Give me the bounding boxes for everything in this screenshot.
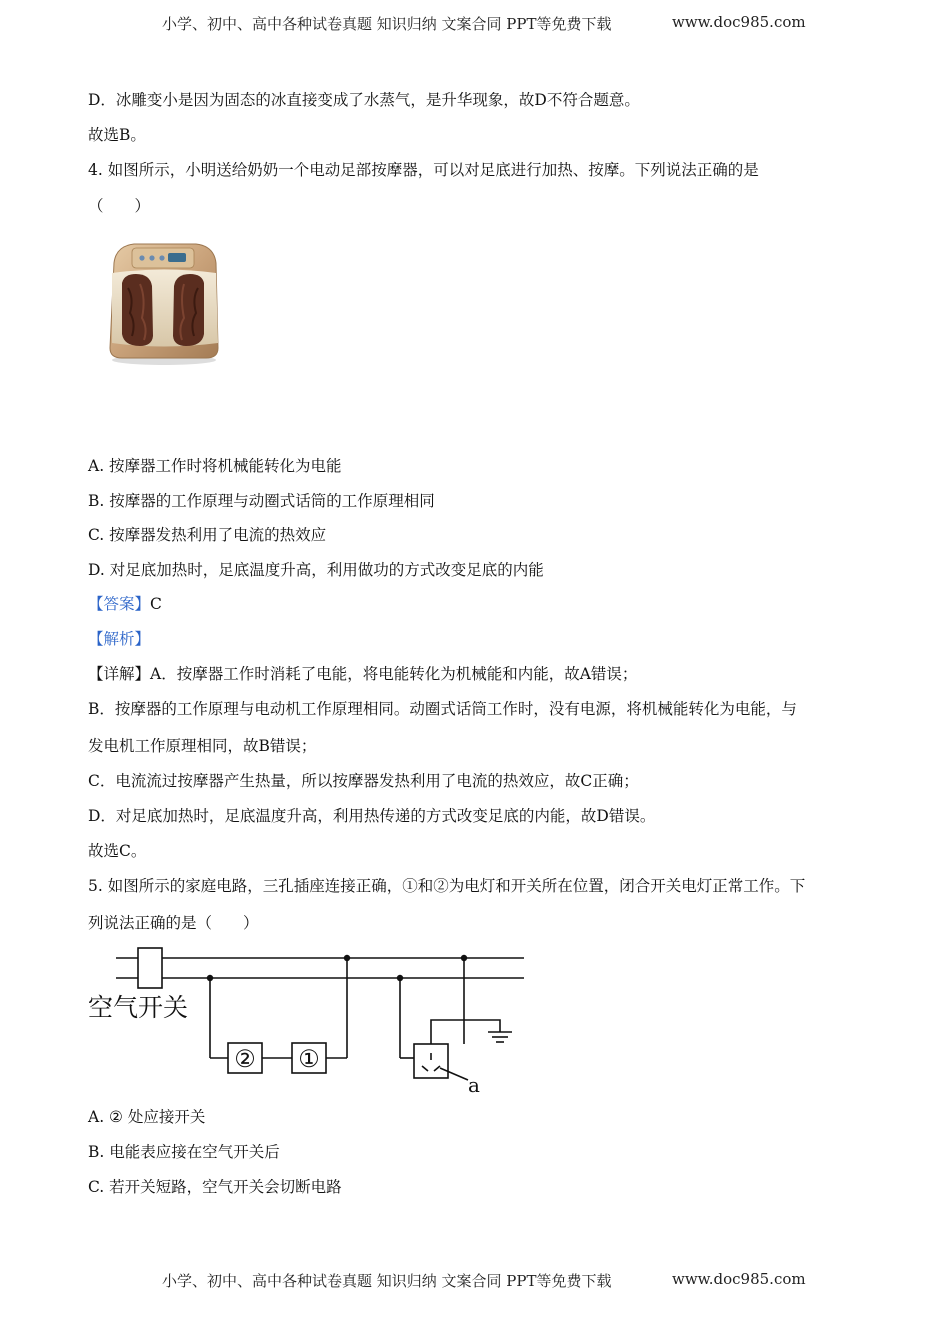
- position-2-label: ②: [234, 1045, 256, 1073]
- q5-option-a: A. ② 处应接开关: [88, 1108, 206, 1126]
- q4-stem: 4. 如图所示，小明送给奶奶一个电动足部按摩器，可以对足底进行加热、按摩。下列说法正确的是: [88, 161, 759, 179]
- header-text: 小学、初中、高中各种试卷真题 知识归纳 文案合同 PPT等免费下载: [162, 15, 612, 33]
- q5-stem-line1: 5. 如图所示的家庭电路，三孔插座连接正确，①和②为电灯和开关所在位置，闭合开关电灯正常工作。下: [88, 877, 806, 895]
- prev-option-d-explanation: D．冰雕变小是因为固态的冰直接变成了水蒸气，是升华现象，故D不符合题意。: [88, 91, 640, 109]
- q4-option-a: A. 按摩器工作时将机械能转化为电能: [88, 457, 342, 475]
- q5-option-c: C. 若开关短路，空气开关会切断电路: [88, 1178, 342, 1196]
- breaker-label: 空气开关: [88, 993, 189, 1022]
- household-circuit-diagram: [80, 940, 540, 1100]
- q5-stem-line2: 列说法正确的是（ ）: [88, 914, 259, 932]
- q4-option-d: D. 对足底加热时，足底温度升高，利用做功的方式改变足底的内能: [88, 561, 544, 579]
- detail-b1: B．按摩器的工作原理与电动机工作原理相同。动圈式话筒工作时，没有电源，将机械能转化为电能，与: [88, 700, 797, 718]
- position-1-label: ①: [298, 1045, 320, 1073]
- foot-massager-image: [104, 238, 224, 370]
- prev-answer: 故选B。: [88, 126, 146, 144]
- footer-text: 小学、初中、高中各种试卷真题 知识归纳 文案合同 PPT等免费下载: [162, 1272, 612, 1290]
- answer-value: C: [150, 595, 162, 613]
- detail-tag: 【详解】: [88, 665, 151, 683]
- detail-c: C．电流流过按摩器产生热量，所以按摩器发热利用了电流的热效应，故C正确；: [88, 772, 639, 790]
- header-url: www.doc985.com: [672, 13, 806, 31]
- detail-a-line: [88, 664, 637, 684]
- q4-paren: （ ）: [88, 197, 151, 215]
- detail-b2: 发电机工作原理相同，故B错误；: [88, 737, 317, 755]
- q4-answer-line: [88, 594, 162, 614]
- answer-tag: 【答案】: [88, 595, 151, 613]
- detail-d: D．对足底加热时，足底温度升高，利用热传递的方式改变足底的内能，故D错误。: [88, 807, 656, 825]
- q4-option-c: C. 按摩器发热利用了电流的热效应: [88, 526, 327, 544]
- q5-option-b: B. 电能表应接在空气开关后: [88, 1143, 280, 1161]
- analysis-tag: 【解析】: [88, 630, 151, 648]
- detail-a: A．按摩器工作时消耗了电能，将电能转化为机械能和内能，故A错误；: [150, 665, 638, 683]
- socket-label: a: [468, 1073, 480, 1097]
- q4-final-answer: 故选C。: [88, 842, 147, 860]
- footer-url: www.doc985.com: [672, 1270, 806, 1288]
- q4-option-b: B. 按摩器的工作原理与动圈式话筒的工作原理相同: [88, 492, 435, 510]
